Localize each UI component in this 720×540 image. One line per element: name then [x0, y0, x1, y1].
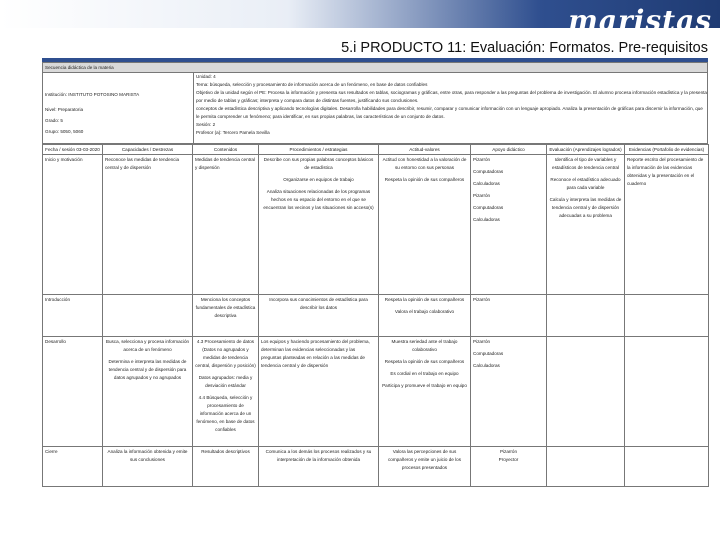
procedure-item: Organizarse en equipos de trabajo [283, 177, 354, 182]
attitude-item: Respeta la opinión de sus compañeros [384, 177, 465, 182]
topic-line: Tema: búsqueda, selección y procesamiento de información acerca de un fenómeno, en base de datos confiables [196, 82, 428, 87]
column-header: Contenidos [193, 145, 259, 155]
support-item: Pizarrón [499, 449, 518, 454]
table-row [43, 447, 709, 487]
procedure-item: Analiza situaciones relacionadas de los programas hechos en su espacio del entorno en el que se encuentran los vecinos y las situaciones sin acceso(s) [263, 189, 374, 210]
support-item: Computadoras [473, 351, 504, 356]
plan-table [42, 144, 709, 487]
teacher-line: Profesor (a): Tercero Pamela Sevilla [196, 130, 270, 135]
table-row [43, 295, 709, 337]
capacity-cell: Analiza la información obtenida y emite sus conclusiones [103, 447, 193, 487]
phase-cell: Inicio y motivación [43, 155, 103, 295]
evidence-cell [625, 295, 709, 337]
plan-header-left [43, 73, 193, 143]
column-header: Capacidades / Destrezas [103, 145, 193, 155]
support-item: Pizarrón [473, 339, 491, 344]
capacity-cell [103, 337, 193, 447]
objective-continued: conceptos de estadística descriptiva y aplicando tecnologías digitales. Desarrolla habilidades para describir, resumir, comparar y comunicar información con un lenguaje apropiado. Analiza la presentación de gráficas para discernir la información, que le permita comprender un fenómeno; para identificar, en sus propias palabras, las características de un conjunto de datos. [196, 106, 703, 119]
attitude-item: Actitud con honestidad a la valoración de su entorno con sus personas [382, 157, 467, 170]
evaluation-cell [547, 337, 625, 447]
evaluation-item: Identifica el tipo de variables y estadísticos de tendencia central [552, 157, 619, 170]
content-item: Datos agrupados: media y desviación estándar [198, 375, 253, 388]
column-header: Procedimientos / estrategias [259, 145, 379, 155]
level-line: Nivel: Preparatoria [45, 107, 84, 112]
procedure-cell [259, 447, 379, 487]
evidence-cell [625, 337, 709, 447]
evidence-cell: Reporte escrito del procesamiento de la información de las evidencias obtenidas y la presentación en el cuaderno [625, 155, 709, 295]
objective-line: Objetivo de la unidad según el PE: Procesa la información y presenta sus resultados en tablas, sociogramas y gráficas, entre otras, para responder a las preguntas del problema de investigación. El alumno procesa información estadística y la presenta por medio de tablas y gráficas; interpreta y compara datos de distintas fuentes, justificando sus conclusiones. [196, 90, 707, 103]
evaluation-item: Calcula y interpreta las medidas de tendencia central y de dispersión adecuadas a su problema [549, 197, 622, 218]
phase-cell: Introducción [43, 295, 103, 337]
capacity-cell [103, 295, 193, 337]
support-item: Pizarrón [473, 157, 491, 162]
column-header: Apoyo didáctico [471, 145, 547, 155]
attitude-item: Valora las percepciones de sus compañeros y emite un juicio de los procesos presentados [387, 449, 462, 470]
evaluation-cell [547, 155, 625, 295]
unit-line: Unidad: 4 [196, 74, 216, 79]
header-band [0, 0, 720, 37]
support-item: Calculadoras [473, 181, 500, 186]
procedure-cell [259, 295, 379, 337]
content-item: 4.3 Procesamiento de datos (Datos no agrupados y medidas de tendencia central, dispersión y posición) [195, 339, 256, 368]
evaluation-cell [547, 295, 625, 337]
column-header: Evidencias (Portafolio de evidencias) [625, 145, 709, 155]
attitude-cell [379, 155, 471, 295]
attitude-item: Respeta la opinión de sus compañeros [384, 359, 465, 364]
institution-line: Institución: INSTITUTO POTOSINO MARISTA [45, 92, 140, 97]
content-cell: Medidas de tendencia central y dispersión [193, 155, 259, 295]
support-cell [471, 155, 547, 295]
content-item: 4.4 Búsqueda, selección y procesamiento de información acerca de un fenómeno, en base de datos confiables [196, 395, 255, 432]
column-header: Fecha / sesión 03-03-2020 [43, 145, 103, 155]
support-item: Computadoras [473, 169, 504, 174]
support-cell [471, 337, 547, 447]
attitude-item: Participa y promueve el trabajo en equipo [382, 383, 467, 388]
support-item: Calculadoras [473, 217, 500, 222]
session-line: Sesión: 2 [196, 122, 216, 127]
column-header: Evaluación (Aprendizajes logrados) [547, 145, 625, 155]
support-item: Calculadoras [473, 363, 500, 368]
attitude-item: Es cordial en el trabajo en equipo [390, 371, 459, 376]
content-cell: Resultados descriptivos [193, 447, 259, 487]
table-row [43, 337, 709, 447]
support-item: Pizarrón [473, 297, 491, 302]
sequence-label: Secuencia didáctica de la materia [42, 62, 708, 72]
support-cell [471, 295, 547, 337]
procedure-item: Describe con sus propias palabras conceptos básicos de estadística [263, 157, 374, 170]
grade-line: Grado: 5 [45, 118, 63, 123]
plan-header-right [193, 73, 707, 143]
slide-title: 5.i PRODUCTO 11: Evaluación: Formatos. Pre-requisitos [341, 40, 708, 56]
plan-header [42, 72, 708, 144]
evaluation-item: Reconoce el estadístico adecuado para cada variable [550, 177, 621, 190]
capacity-item: Determina e interpreta las medidas de tendencia central y de dispersión para datos agrupados y no agrupados [108, 359, 187, 380]
phase-cell: Desarrollo [43, 337, 103, 447]
attitude-item: Valora el trabajo colaborativo [394, 309, 455, 314]
capacity-cell: Reconoce las medidas de tendencia central y de dispersión [103, 155, 193, 295]
procedure-item: Incorpora sus conocimientos de estadística para describir los datos [269, 297, 368, 310]
support-item: Proyector [498, 457, 519, 462]
column-header: Actitud-valores [379, 145, 471, 155]
capacity-item: Busca, selecciona y procesa información acerca de un fenómeno [105, 339, 190, 352]
table-header-row [43, 145, 709, 155]
attitude-cell [379, 295, 471, 337]
procedure-item: Comunica a los demás los procesos realizados y su interpretación de la información obtenida [265, 449, 372, 462]
attitude-item: Muestra seriedad ante el trabajo colaborativo [391, 339, 458, 352]
content-cell [193, 337, 259, 447]
procedure-cell [259, 155, 379, 295]
lesson-plan-document [42, 62, 708, 540]
phase-cell: Cierre [43, 447, 103, 487]
maristas-logo: maristas [568, 4, 712, 37]
evaluation-cell [547, 447, 625, 487]
attitude-cell [379, 337, 471, 447]
procedure-item: Los equipos y haciendo procesamiento del problema, determinan las evidencias seleccionadas y las preguntas planteadas en relación a las medidas de tendencia central y de dispersión [261, 339, 370, 368]
table-row [43, 155, 709, 295]
evidence-cell [625, 447, 709, 487]
attitude-cell [379, 447, 471, 487]
procedure-cell [259, 337, 379, 447]
support-cell [471, 447, 547, 487]
support-item: Computadoras [473, 205, 504, 210]
support-item: Pizarrón [473, 193, 491, 198]
content-cell: Menciona los conceptos fundamentales de estadística descriptiva [193, 295, 259, 337]
attitude-item: Respeta la opinión de sus compañeros [384, 297, 465, 302]
group-line: Grupo: 5050, 5060 [45, 129, 84, 134]
